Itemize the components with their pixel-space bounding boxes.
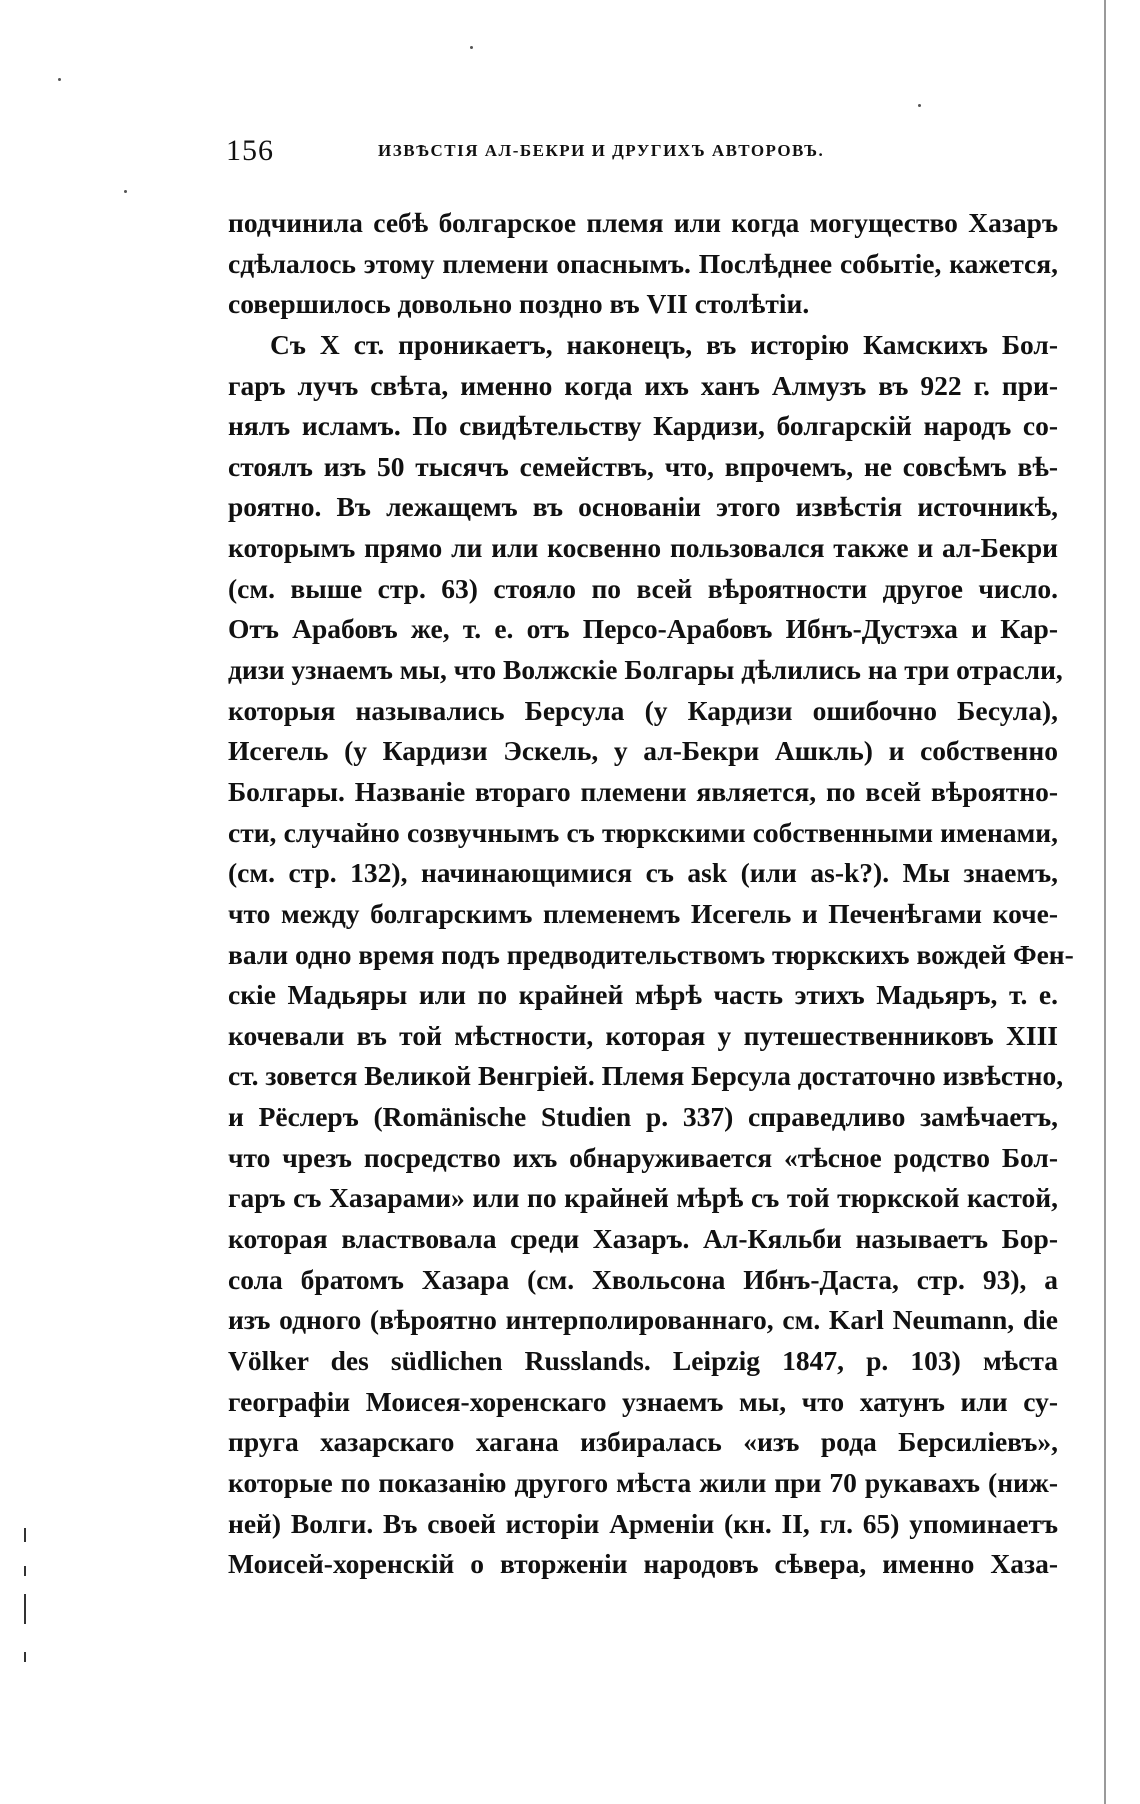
text-line: которая властвовала среди Хазаръ. Ал-Кяльби называетъ Бор- [228,1223,1058,1255]
text-line: скіе Мадьяры или по крайней мѣрѣ часть этихъ Мадьяръ, т. е. [228,979,1058,1011]
scan-speck [918,104,921,107]
text-line: стоялъ изъ 50 тысячъ семействъ, что, впрочемъ, не совсѣмъ вѣ- [228,450,1058,482]
text-line: ст. зовется Великой Венгріей. Племя Берсула достаточно извѣстно, [228,1060,1064,1092]
margin-mark [24,1652,26,1662]
text-line: Болгары. Названіе втораго племени является, по всей вѣроятно- [228,775,1058,807]
scan-speck [470,46,473,49]
text-line: пруга хазарскаго хагана избиралась «изъ рода Берсиліевъ», [228,1426,1058,1458]
text-line: роятно. Въ лежащемъ въ основаніи этого извѣстія источникѣ, [228,491,1058,523]
page-edge-shadow [1104,0,1106,1804]
page-header [226,134,1046,174]
scan-speck [124,190,127,193]
text-line: сдѣлалось этому племени опаснымъ. Послѣднее событіе, кажется, [228,247,1058,279]
text-line: нялъ исламъ. По свидѣтельству Кардизи, болгарскій народъ со- [228,410,1058,442]
text-line: Съ X ст. проникаетъ, наконецъ, въ исторію Камскихъ Бол- [270,328,1058,360]
margin-mark [24,1566,26,1576]
text-line: что между болгарскимъ племенемъ Исегель и Печенѣгами коче- [228,897,1058,929]
text-line: кочевали въ той мѣстности, которая у путешественниковъ XIII [228,1019,1058,1051]
body-text [228,203,1074,1585]
text-line: Исегель (у Кардизи Эскель, у ал-Бекри Ашкль) и собственно [228,735,1058,767]
text-line: которымъ прямо ли или косвенно пользовался также и ал-Бекри [228,532,1058,564]
text-line: Völker des südlichen Russlands. Leipzig 1847, p. 103) мѣста [228,1344,1058,1376]
text-line: географіи Моисея-хоренскаго узнаемъ мы, что хатунъ или су- [228,1385,1058,1417]
text-line: сти, случайно созвучнымъ съ тюркскими собственными именами, [228,816,1058,848]
text-line: вали одно время подъ предводительствомъ тюркскихъ вождей Фен- [228,938,1074,970]
text-line: которыя назывались Берсула (у Кардизи ошибочно Бесула), [228,694,1058,726]
text-line: (см. выше стр. 63) стояло по всей вѣроятности другое число. [228,572,1058,604]
text-line: подчинила себѣ болгарское племя или когда могущество Хазаръ [228,207,1058,238]
page-number: 156 [226,134,274,167]
text-line: гаръ лучъ свѣта, именно когда ихъ ханъ Алмузъ въ 922 г. при- [228,369,1058,401]
text-line: совершилось довольно поздно въ VII столѣтіи. [228,288,810,320]
scan-speck [58,78,61,81]
text-line: и Рёслеръ (Romänische Studien p. 337) справедливо замѣчаетъ, [228,1101,1058,1133]
text-line: сола братомъ Хазара (см. Хвольсона Ибнъ-Даста, стр. 93), а [228,1263,1058,1295]
text-line: Моисей-хоренскій о вторженіи народовъ сѣвера, именно Хаза- [228,1548,1058,1580]
running-title: ИЗВѢСТІЯ АЛ-БЕКРИ И ДРУГИХЪ АВТОРОВЪ. [378,141,825,160]
text-line: которые по показанію другого мѣста жили при 70 рукавахъ (ниж- [228,1466,1058,1498]
text-line: Отъ Арабовъ же, т. е. отъ Персо-Арабовъ Ибнъ-Дустэха и Кар- [228,613,1058,645]
margin-mark [24,1528,26,1542]
text-line: дизи узнаемъ мы, что Волжскіе Болгары дѣлились на три отрасли, [228,654,1063,686]
text-line: что чрезъ посредство ихъ обнаруживается «тѣсное родство Бол- [228,1141,1058,1173]
text-line: (см. стр. 132), начинающимися съ ask (или as-k?). Мы знаемъ, [228,857,1058,889]
text-line: гаръ съ Хазарами» или по крайней мѣрѣ съ той тюркской кастой, [228,1182,1058,1214]
margin-mark [24,1594,26,1624]
text-line: ней) Волги. Въ своей исторіи Арменіи (кн. II, гл. 65) упоминаетъ [228,1507,1058,1539]
text-line: изъ одного (вѣроятно интерполированнаго, см. Karl Neumann, die [228,1304,1058,1336]
